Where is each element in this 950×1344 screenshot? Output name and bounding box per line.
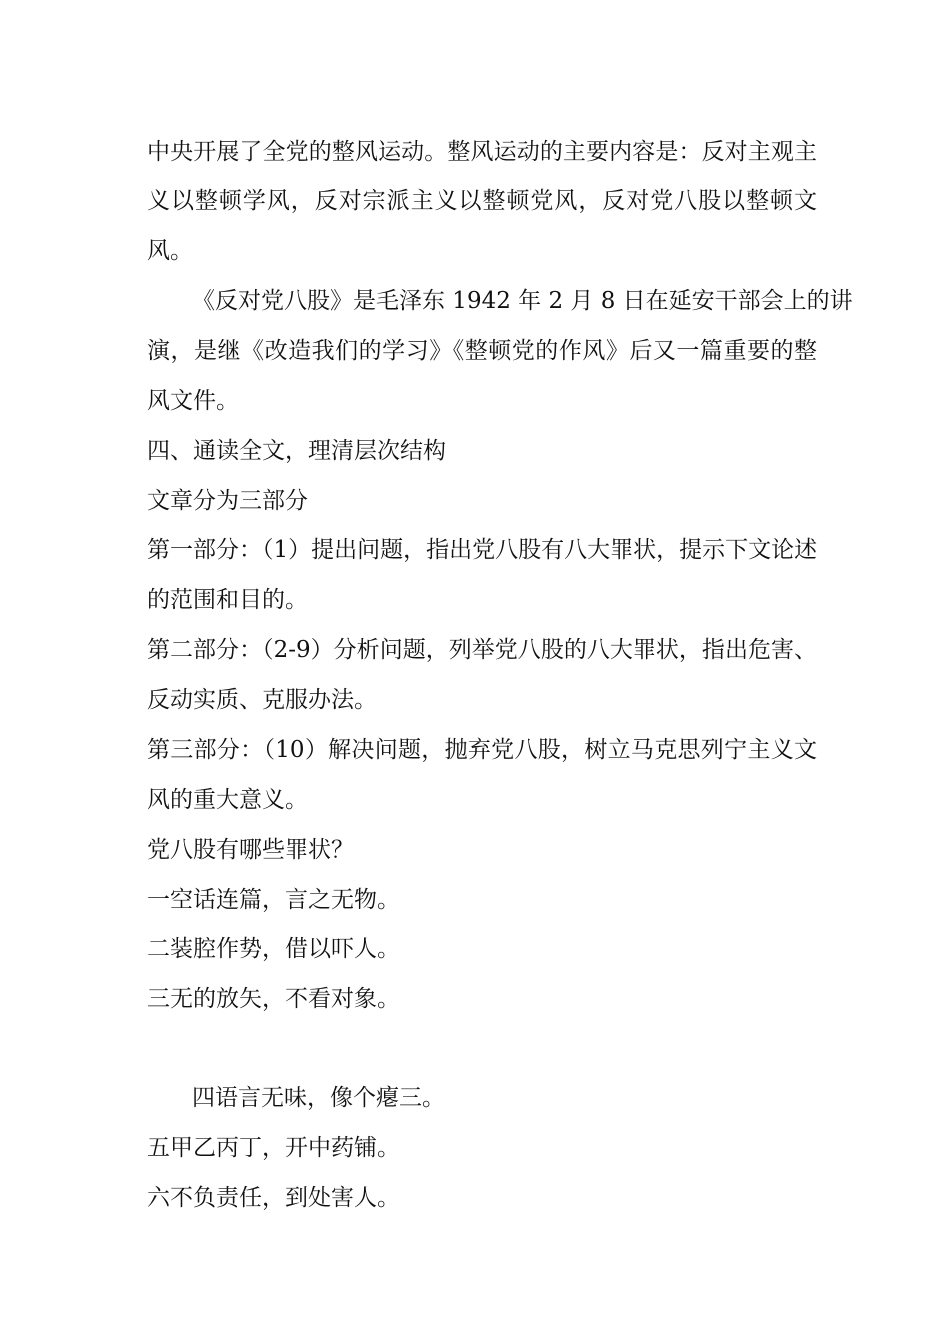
paragraph-line: 文章分为三部分 [147, 488, 308, 514]
part-three-line: 第三部分：（10）解决问题，抛弃党八股，树立马克思列宁主义文 [147, 737, 817, 763]
list-item: 五甲乙丙丁，开中药铺。 [147, 1135, 400, 1161]
paragraph-line: 义以整顿学风，反对宗派主义以整顿党风，反对党八股以整顿文 [147, 188, 817, 214]
paragraph-line: 中央开展了全党的整风运动。整风运动的主要内容是：反对主观主 [147, 139, 817, 165]
paragraph-line: 风文件。 [147, 388, 239, 414]
paragraph-line: 演，是继《改造我们的学习》《整顿党的作风》后又一篇重要的整 [147, 338, 817, 364]
list-item: 一空话连篇，言之无物。 [147, 887, 400, 913]
paragraph-line: 《反对党八股》是毛泽东 1942 年 2 月 8 日在延安干部会上的讲 [192, 288, 853, 314]
part-two-line: 反动实质、克服办法。 [147, 687, 377, 713]
section-heading: 四、通读全文，理清层次结构 [147, 438, 446, 464]
part-two-line: 第二部分：（2-9）分析问题，列举党八股的八大罪状，指出危害、 [147, 637, 817, 663]
paragraph-line: 风。 [147, 238, 193, 264]
part-one-line: 的范围和目的。 [147, 587, 308, 613]
part-one-line: 第一部分：（1）提出问题，指出党八股有八大罪状，提示下文论述 [147, 537, 818, 563]
list-item: 三无的放矢，不看对象。 [147, 986, 400, 1012]
list-item: 六不负责任，到处害人。 [147, 1185, 400, 1211]
part-three-line: 风的重大意义。 [147, 787, 308, 813]
question-line: 党八股有哪些罪状？ [147, 837, 354, 863]
list-item: 四语言无味，像个瘪三。 [192, 1085, 445, 1111]
list-item: 二装腔作势，借以吓人。 [147, 936, 400, 962]
